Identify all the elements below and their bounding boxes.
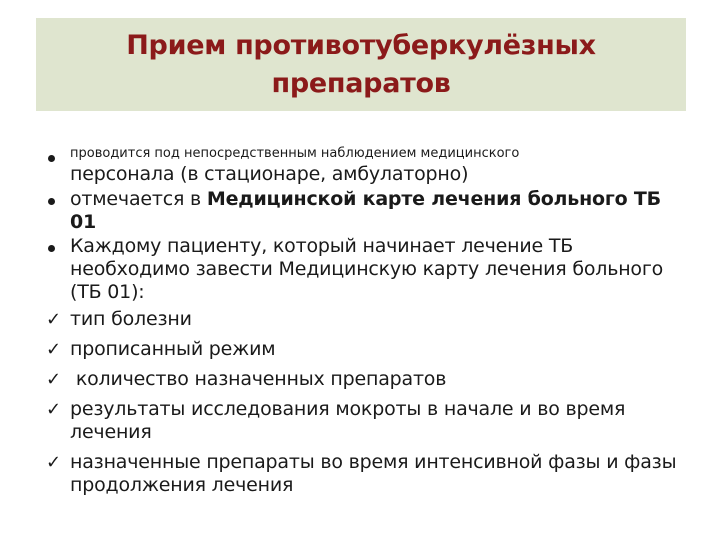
check-mark-icon: ✓ [46, 452, 61, 473]
slide-body [46, 145, 686, 504]
check-item-5 [46, 451, 686, 497]
check-mark-icon: ✓ [46, 399, 61, 420]
check-item-2-text: прописанный режим [70, 338, 276, 360]
bullet-item-2 [46, 188, 686, 234]
check-item-4-text: результаты исследования мокроты в начале и во время лечения [70, 398, 626, 443]
bullet-3-text: Каждому пациенту, который начинает лечение ТБ необходимо завести Медицинскую карту лечения больного (ТБ 01): [70, 235, 664, 303]
check-item-3-text: количество назначенных препаратов [70, 368, 447, 390]
check-item-2 [46, 338, 686, 361]
bullet-2-bold-text: Медицинской карте лечения больного ТБ 01 [70, 188, 661, 233]
slide-title-line-2: препаратов [271, 67, 451, 99]
check-mark-icon: ✓ [46, 369, 61, 390]
slide-title-box [36, 18, 686, 111]
check-item-4 [46, 398, 686, 444]
bullet-item-1 [46, 145, 686, 186]
bullet-dot-icon [46, 188, 64, 211]
check-item-1 [46, 308, 686, 331]
slide-title-line-1: Прием противотуберкулёзных [126, 29, 596, 61]
check-mark-icon: ✓ [46, 339, 61, 360]
check-item-3 [46, 368, 686, 391]
check-mark-icon: ✓ [46, 309, 61, 330]
bullet-1-small-text: проводится под непосредственным наблюдением медицинского [70, 146, 520, 161]
check-item-5-text: назначенные препараты во время интенсивной фазы и фазы продолжения лечения [70, 451, 677, 496]
bullet-dot-icon [46, 235, 64, 258]
check-item-1-text: тип болезни [70, 308, 192, 330]
bullet-dot-icon [46, 145, 64, 168]
bullet-item-3 [46, 235, 686, 304]
bullet-2-prefix: отмечается в [70, 188, 207, 210]
bullet-1-text: персонала (в стационаре, амбулаторно) [70, 163, 469, 185]
